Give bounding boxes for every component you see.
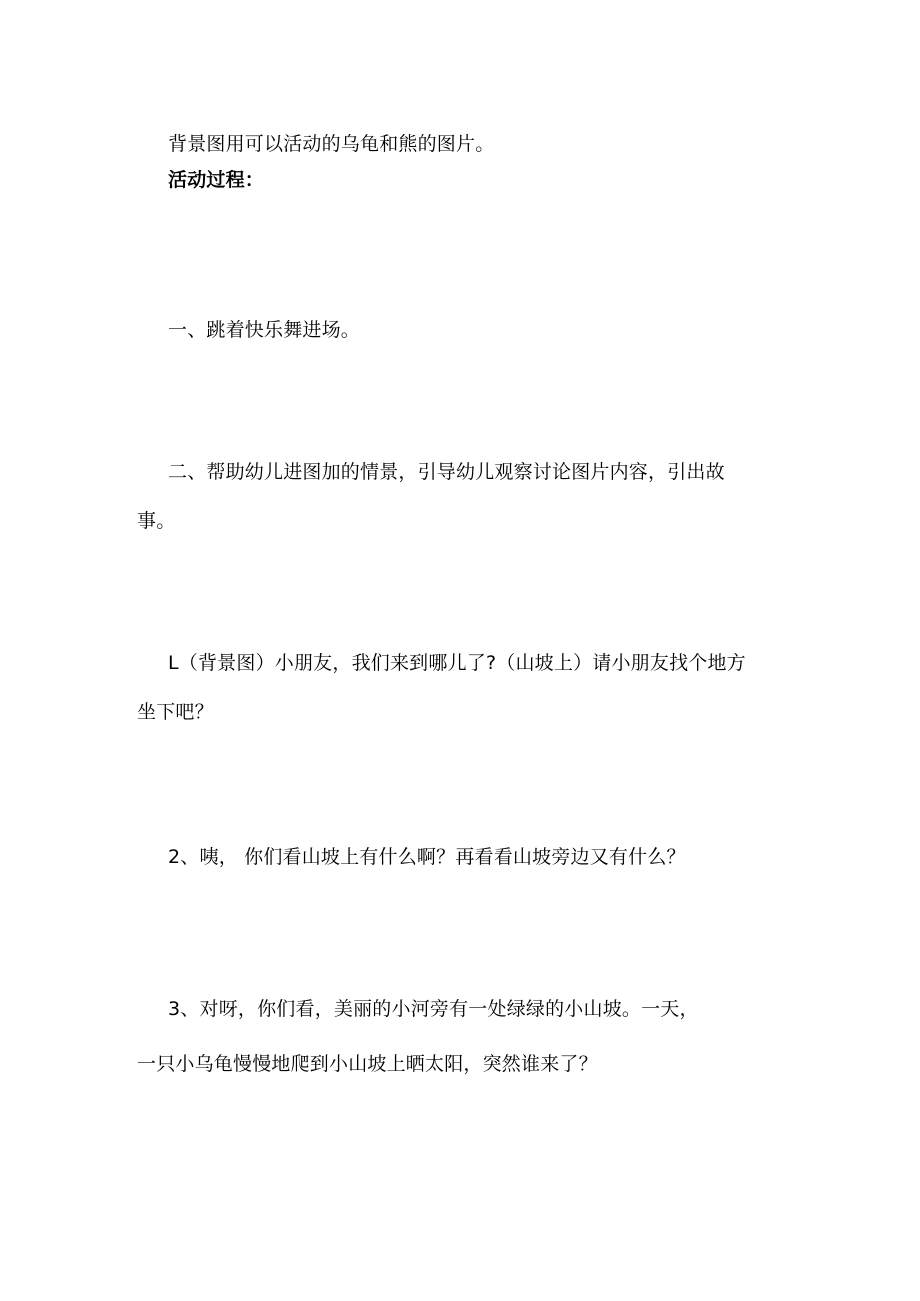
item-l-paragraph-line-1: L（背景图）小朋友，我们来到哪儿了?（山坡上）请小朋友找个地方 <box>168 652 746 674</box>
activity-process-heading: 活动过程： <box>168 169 265 191</box>
step-one-paragraph: 一、跳着快乐舞进场。 <box>168 319 361 341</box>
item-three-paragraph-line-1: 3、对呀，你们看，美丽的小河旁有一处绿绿的小山坡。一天， <box>168 998 699 1020</box>
item-two-paragraph: 2、咦， 你们看山坡上有什么啊？再看看山坡旁边又有什么？ <box>168 846 686 868</box>
item-three-paragraph-line-2: 一只小乌龟慢慢地爬到小山坡上晒太阳，突然谁来了？ <box>137 1053 598 1075</box>
item-l-paragraph-line-2: 坐下吧？ <box>137 701 214 723</box>
materials-line: 背景图用可以活动的乌龟和熊的图片。 <box>168 133 495 155</box>
step-two-paragraph-line-1: 二、帮助幼儿进图加的情景，引导幼儿观察讨论图片内容，引出故 <box>168 461 725 483</box>
step-two-paragraph-line-2: 事。 <box>137 510 176 532</box>
